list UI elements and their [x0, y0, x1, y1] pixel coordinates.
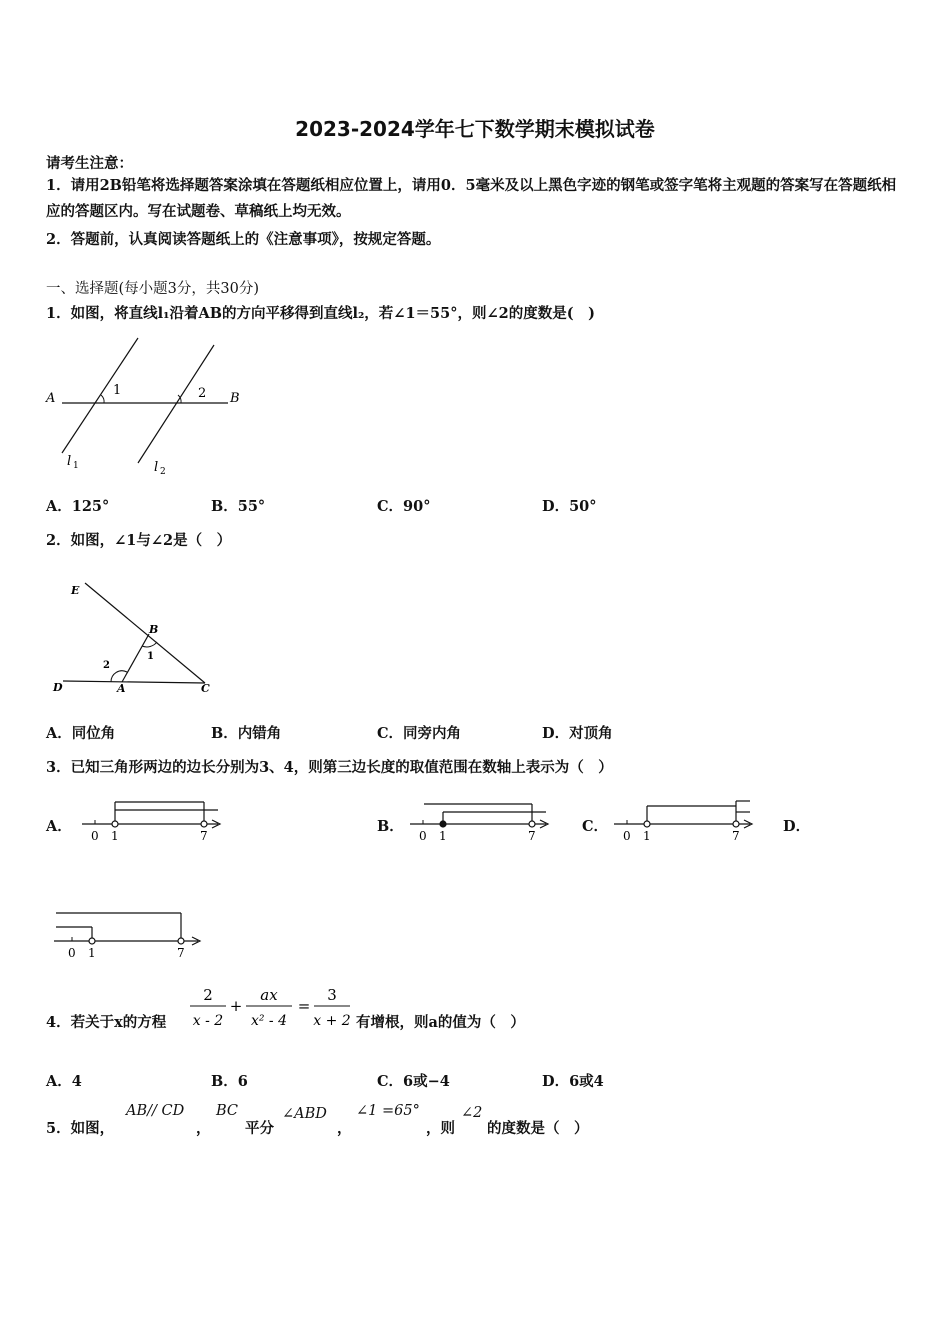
- question-3-option-d-numberline[interactable]: [50, 905, 210, 960]
- question-1-option-d[interactable]: D．50°: [542, 498, 597, 515]
- question-4-option-d[interactable]: D．6或4: [542, 1073, 604, 1090]
- label-angle-2: 2: [103, 660, 110, 671]
- open-point-1: [89, 938, 95, 944]
- question-5-angle-2: ∠2: [461, 1105, 483, 1121]
- tick-label-1: 1: [439, 829, 447, 843]
- line-ab: [122, 634, 149, 682]
- question-2-figure: [45, 575, 225, 700]
- question-4-option-c[interactable]: C．6或−4: [377, 1073, 450, 1090]
- question-5-angle-1: ∠1 =65°: [356, 1103, 420, 1119]
- frac2-numerator: ax: [260, 986, 278, 1004]
- notice-heading: 请考生注意：: [46, 155, 133, 172]
- question-3-option-a-label[interactable]: A．: [46, 818, 72, 835]
- question-5-suffix: 的度数是（ ）: [487, 1120, 589, 1137]
- question-5-prefix: 5．如图，: [46, 1120, 115, 1137]
- label-angle-1: 1: [147, 651, 154, 662]
- question-5-sep-3: ，则: [426, 1120, 455, 1137]
- frac1-denominator: x - 2: [192, 1013, 224, 1029]
- tick-label-0: 0: [419, 829, 427, 843]
- tick-label-1: 1: [88, 946, 96, 960]
- label-l2-sub: 2: [160, 467, 166, 477]
- question-4-option-a[interactable]: A．4: [46, 1073, 82, 1090]
- question-3-option-b-numberline[interactable]: [406, 798, 556, 848]
- question-3-option-c-label[interactable]: C．: [582, 818, 609, 835]
- question-3-option-d-label[interactable]: D．: [783, 818, 811, 835]
- tick-label-7: 7: [200, 829, 208, 843]
- question-2-option-c[interactable]: C．同旁内角: [377, 725, 462, 742]
- open-point-1: [112, 821, 118, 827]
- tick-label-1: 1: [643, 829, 651, 843]
- question-2-option-d[interactable]: D．对顶角: [542, 725, 613, 742]
- open-point-7: [733, 821, 739, 827]
- question-3-option-b-label[interactable]: B．: [377, 818, 404, 835]
- question-4-suffix: 有增根，则a的值为（ ）: [356, 1014, 525, 1031]
- notice-item-1: 1．请用2B铅笔将选择题答案涂填在答题纸相应位置上，请用0．5毫米及以上黑色字迹的钢笔或签字笔将主观题的答案写在答题纸相应的答题区内。写在试题卷、草稿纸上均无效。: [46, 177, 897, 220]
- question-5-bc: BC: [216, 1103, 239, 1119]
- page-title: 2023-2024学年七下数学期末模拟试卷: [295, 117, 655, 141]
- tick-label-7: 7: [177, 946, 185, 960]
- label-d: D: [53, 681, 63, 694]
- frac1-numerator: 2: [203, 986, 213, 1004]
- label-l1: l: [67, 454, 72, 469]
- question-5-parallel: AB// CD: [126, 1103, 185, 1119]
- question-1-option-c[interactable]: C．90°: [377, 498, 431, 515]
- label-c: C: [201, 682, 210, 695]
- question-5-sep-1: ，: [196, 1120, 211, 1137]
- line-l1: [62, 338, 138, 453]
- question-5-angle-abd: ∠ABD: [282, 1106, 327, 1122]
- question-3-option-a-numberline[interactable]: [78, 798, 228, 848]
- question-4-option-b[interactable]: B．6: [211, 1073, 248, 1090]
- open-point-7: [529, 821, 535, 827]
- frac3-numerator: 3: [327, 986, 337, 1004]
- question-5-bisects: 平分: [245, 1120, 274, 1137]
- question-1-option-b[interactable]: B．55°: [211, 498, 266, 515]
- question-3-text: 3．已知三角形两边的边长分别为3、4，则第三边长度的取值范围在数轴上表示为（ ）: [46, 759, 613, 776]
- question-1-option-a[interactable]: A．125°: [46, 498, 110, 515]
- line-l2: [138, 345, 214, 463]
- tick-label-1: 1: [111, 829, 119, 843]
- label-a: A: [46, 391, 56, 406]
- question-1-figure: [40, 335, 250, 485]
- tick-label-0: 0: [623, 829, 631, 843]
- label-a: A: [117, 682, 126, 695]
- notice-item-2: 2．答题前，认真阅读答题纸上的《注意事项》，按规定答题。: [46, 231, 441, 248]
- question-2-text: 2．如图，∠1与∠2是（ ）: [46, 532, 232, 549]
- label-angle-1: 1: [113, 383, 122, 398]
- label-b: B: [230, 391, 240, 406]
- question-5-sep-2: ，: [337, 1120, 352, 1137]
- operator-equals: =: [297, 997, 311, 1015]
- label-l1-sub: 1: [73, 461, 79, 471]
- section-heading: 一、选择题(每小题3分，共30分): [46, 281, 259, 297]
- question-1-text: 1．如图，将直线l₁沿着AB的方向平移得到直线l₂，若∠1＝55°，则∠2的度数是( ): [46, 305, 595, 322]
- operator-plus: +: [229, 997, 243, 1015]
- tick-label-0: 0: [91, 829, 99, 843]
- angle-1-arc: [101, 395, 104, 403]
- open-point-7: [178, 938, 184, 944]
- tick-label-7: 7: [528, 829, 536, 843]
- question-2-option-a[interactable]: A．同位角: [46, 725, 116, 742]
- line-dc: [63, 681, 205, 683]
- question-4-equation: [186, 982, 356, 1034]
- question-3-option-c-numberline[interactable]: [610, 798, 760, 848]
- label-angle-2: 2: [198, 386, 207, 401]
- frac2-denominator: x² - 4: [250, 1013, 288, 1029]
- closed-point-1: [440, 821, 446, 827]
- tick-label-0: 0: [68, 946, 76, 960]
- label-l2: l: [154, 460, 159, 475]
- frac3-denominator: x + 2: [313, 1013, 351, 1029]
- question-2-option-b[interactable]: B．内错角: [211, 725, 282, 742]
- label-e: E: [71, 584, 80, 597]
- open-point-7: [201, 821, 207, 827]
- label-b: B: [149, 623, 159, 636]
- tick-label-7: 7: [732, 829, 740, 843]
- open-point-1: [644, 821, 650, 827]
- question-4-prefix: 4．若关于x的方程: [46, 1014, 167, 1031]
